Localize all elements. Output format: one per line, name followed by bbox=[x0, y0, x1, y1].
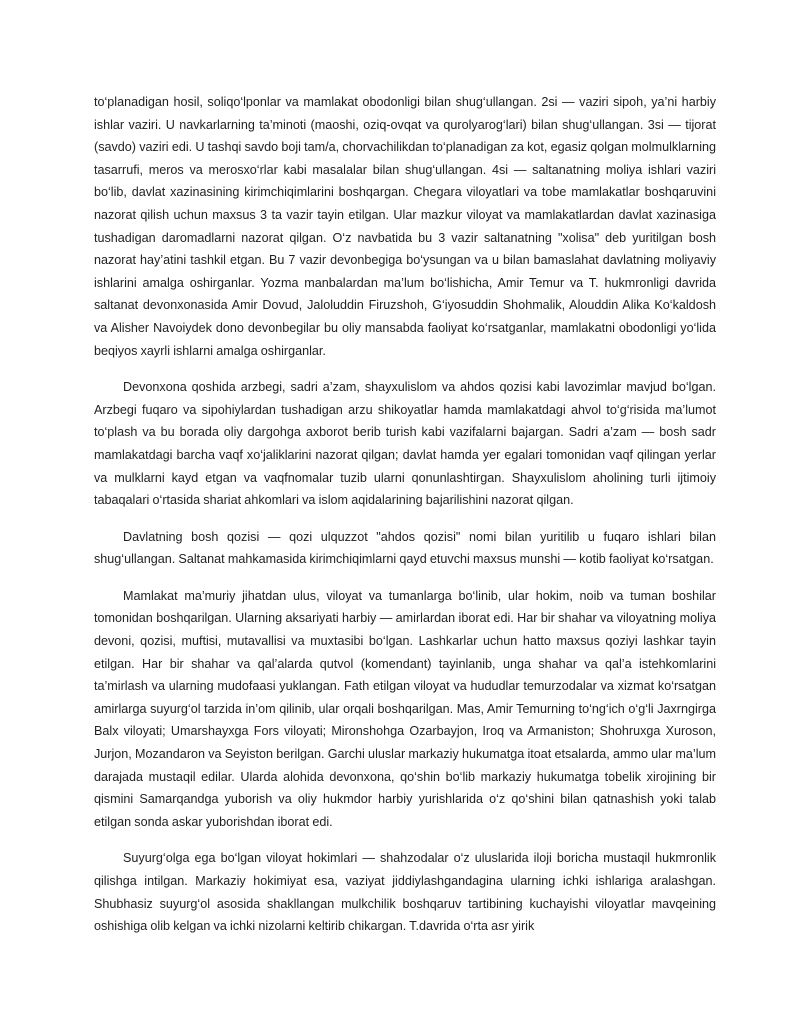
document-page bbox=[94, 91, 716, 952]
paragraph-suyurgol-governors: Suyurg‘olga ega bo‘lgan viloyat hokimlari — shahzodalar o‘z uluslarida iloji boricha mustaqil hukmronlik qilishga intilgan. Markaziy hokimiyat esa, vaziyat jiddiylashgandagina ularning ichki ishlariga aralashgan. Shubhasiz suyurg‘ol asosida shakllangan mulkchilik boshqaruv tartibining kuchayishi viloyatlar mavqeining oshishiga olib kelgan va ichki nizolarni keltirib chikargan. T.davrida o‘rta asr yirik bbox=[94, 851, 716, 934]
paragraph-administrative-division: Mamlakat ma’muriy jihatdan ulus, viloyat va tumanlarga bo‘linib, ular hokim, noib va tuman boshilar tomonidan boshqarilgan. Ularning aksariyati harbiy — amirlardan iborat edi. Har bir shahar va viloyatning moliya devoni, qozisi, muftisi, mutavallisi va muxtasibi bo‘lgan. Lashkarlar uchun hatto maxsus qoziyi lashkar tayin etilgan. Har bir shahar va qal’alarda qutvol (komendant) tayinlanib, unga shahar va qal’a istehkomlarini ta’mirlash va ularning mudofaasi yuklangan. Fath etilgan viloyat va hududlar temurzodalar va xizmat ko‘rsatgan amirlarga suyurg‘ol tarzida in’om qilinib, ular orqali boshqarilgan. Mas, Amir Temurning to‘ng‘ich o‘g‘li Jaxrngirga Balx viloyati; Umarshayxga Fors viloyati; Mironshohga Ozarbayjon, Iroq va Armaniston; Shohruxga Xuroson, Jurjon, Mozandaron va Seyiston berilgan. Garchi uluslar markaziy hukumatga itoat etsalarda, ammo ular ma’lum darajada mustaqil edilar. Ularda alohida devonxona, qo‘shin bo‘lib markaziy hukumatga tobelik xirojining bir qismini Samarqandga yuborish va oliy hukmdor harbiy yurishlarida o‘z qo‘shini bilan qatnashish yoki talab etilgan sonda askar yuborishdan iborat edi. bbox=[94, 588, 716, 829]
paragraph-devonxona-offices: Devonxona qoshida arzbegi, sadri a’zam, shayxulislom va ahdos qozisi kabi lavozimlar mavjud bo‘lgan. Arzbegi fuqaro va sipohiylardan tushadigan arzu shikoyatlar hamda mamlakatdagi ahvol to‘g‘risida ma’lumot to‘plash va bu borada oliy dargohga axborot berib turish kabi vazifalarni bajargan. Sadri a’zam — bosh sadr mamlakatdagi barcha vaqf xo‘jaliklarini nazorat qilgan; davlat hamda yer egalari tomonidan vaqf qilingan yerlar va mulklarni kayd etgan va vaqfnomalar tuzib ularni qonunlashtirgan. Shayxulislom aholining turli ijtimoiy tabaqalari o‘rtasida shariat ahkomlari va islom aqidalarining bajarilishini nazorat qilgan. bbox=[94, 380, 716, 508]
paragraph-chief-judge: Davlatning bosh qozisi — qozi ulquzzot "ahdos qozisi" nomi bilan yuritilib u fuqaro ishlari bilan shug‘ullangan. Saltanat mahkamasida kirimchiqimlarni qayd etuvchi maxsus munshi — kotib faoliyat ko‘rsatgan. bbox=[94, 529, 716, 567]
paragraph-vizirs: to‘planadigan hosil, soliqo‘lponlar va mamlakat obodonligi bilan shug‘ullangan. 2si — vaziri sipoh, ya’ni harbiy ishlar vaziri. U navkarlarning ta’minoti (maoshi, oziq-ovqat va qurolyarog‘lari) bilan shug‘ullangan. 3si — tijorat (savdo) vaziri edi. U tashqi savdo boji tam/a, chorvachilikdan to‘planadigan za kot, egasiz qolgan molmulklarning tasarrufi, meros va merosxo‘rlar kabi masalalar bilan shug‘ullangan. 4si — saltanatning moliya ishlari vaziri bo‘lib, davlat xazinasining kirimchiqimlarini boshqargan. Chegara viloyatlari va tobe mamlakatlar boshqaruvini nazorat qilish uchun maxsus 3 ta vazir tayin etilgan. Ular mazkur viloyat va mamlakatlardan davlat xazinasiga tushadigan daromadlarni nazorat qilgan. O‘z navbatida bu 3 vazir saltanatning "xolisa" deb yuritilgan bosh nazorat hay’atini tashkil etgan. Bu 7 vazir devonbegiga bo‘ysungan va u bilan bamaslahat davlatning moliyaviy ishlarini amalga oshirganlar. Yozma manbalardan ma’lum bo‘lishicha, Amir Temur va T. hukmronligi davrida saltanat devonxonasida Amir Dovud, Jaloluddin Firuzshoh, G‘iyosuddin Shohmalik, Alouddin Alika Ko‘kaldosh va Alisher Navoiydek dono devonbegilar bu oliy mansabda faoliyat ko‘rsatganlar, mamlakatni obodonligi yo‘lida beqiyos xayrli ishlarni amalga oshirganlar. bbox=[94, 95, 716, 358]
